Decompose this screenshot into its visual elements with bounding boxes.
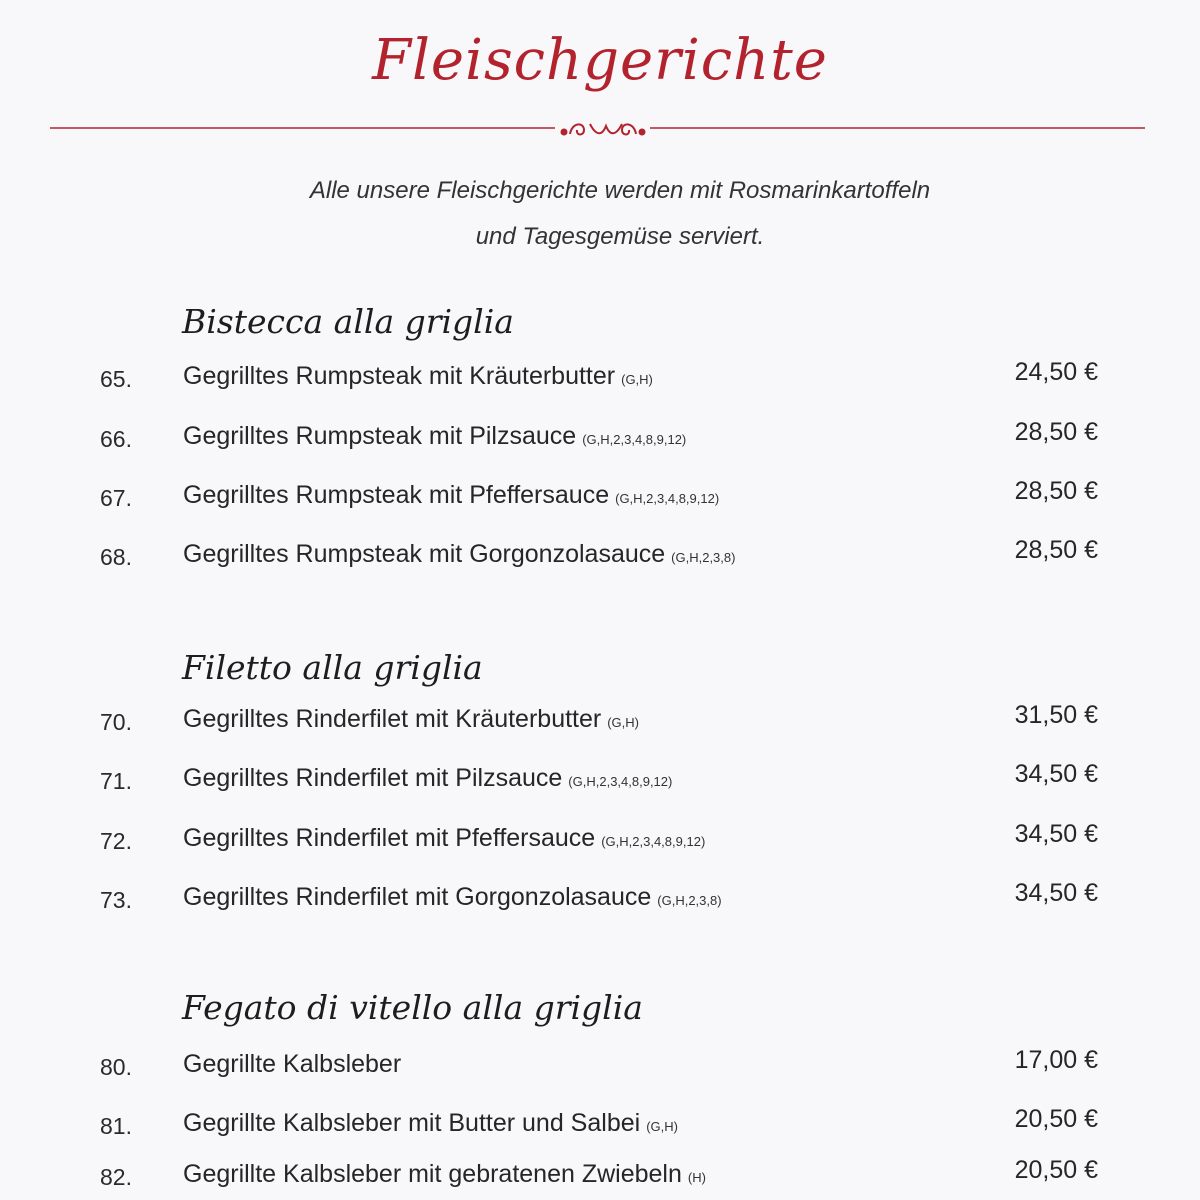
item-price: 20,50 €: [1014, 1105, 1098, 1133]
item-price: 24,50 €: [1014, 358, 1098, 386]
menu-item: [0, 760, 1200, 804]
section-title-bistecca: Bistecca alla griglia: [182, 302, 514, 341]
menu-item: [0, 1156, 1200, 1200]
item-price: 31,50 €: [1014, 701, 1098, 729]
item-number: 67.: [100, 485, 132, 511]
section-title-filetto: Filetto alla griglia: [182, 648, 483, 687]
item-name: Gegrilltes Rinderfilet mit Pilzsauce (G,H,2,3,4,8,9,12): [183, 764, 673, 792]
item-name: Gegrillte Kalbsleber mit gebratenen Zwiebeln (H): [183, 1160, 706, 1188]
item-price: 28,50 €: [1014, 536, 1098, 564]
item-price: 34,50 €: [1014, 820, 1098, 848]
item-price: 17,00 €: [1014, 1046, 1098, 1074]
item-name: Gegrilltes Rumpsteak mit Pfeffersauce (G,H,2,3,4,8,9,12): [183, 481, 720, 509]
item-number: 70.: [100, 709, 132, 735]
item-name: Gegrilltes Rinderfilet mit Pfeffersauce (G,H,2,3,4,8,9,12): [183, 824, 706, 852]
item-allergens: (G,H): [646, 1119, 678, 1134]
item-allergens: (H): [687, 1170, 706, 1185]
item-number: 68.: [100, 544, 132, 570]
item-number: 81.: [100, 1113, 132, 1139]
menu-item: [0, 879, 1200, 923]
item-number: 72.: [100, 828, 132, 854]
intro-line-2: und Tagesgemüse serviert.: [475, 223, 765, 250]
page-title: Fleischgerichte: [372, 28, 828, 93]
item-allergens: (G,H): [621, 372, 653, 387]
item-allergens: (G,H,2,3,4,8,9,12): [568, 774, 673, 789]
menu-item: [0, 358, 1200, 402]
item-allergens: (G,H,2,3,8): [657, 893, 722, 908]
menu-item: [0, 820, 1200, 864]
item-allergens: (G,H,2,3,4,8,9,12): [615, 491, 720, 506]
section-title-fegato: Fegato di vitello alla griglia: [182, 988, 643, 1027]
item-price: 34,50 €: [1014, 879, 1098, 907]
item-allergens: (G,H,2,3,4,8,9,12): [582, 432, 687, 447]
item-name: Gegrillte Kalbsleber: [183, 1050, 402, 1078]
item-name: Gegrilltes Rinderfilet mit Kräuterbutter (G,H): [183, 705, 639, 733]
item-name: Gegrilltes Rumpsteak mit Gorgonzolasauce (G,H,2,3,8): [183, 540, 736, 568]
menu-item: [0, 1105, 1200, 1149]
menu-item: [0, 1046, 1200, 1090]
item-allergens: (G,H,2,3,8): [671, 550, 736, 565]
item-allergens: (G,H,2,3,4,8,9,12): [601, 834, 706, 849]
item-number: 82.: [100, 1164, 132, 1190]
intro-line-1: Alle unsere Fleischgerichte werden mit Rosmarinkartoffeln: [309, 177, 931, 204]
item-price: 28,50 €: [1014, 418, 1098, 446]
item-number: 65.: [100, 366, 132, 392]
item-price: 28,50 €: [1014, 477, 1098, 505]
menu-item: [0, 536, 1200, 580]
item-number: 71.: [100, 768, 132, 794]
item-number: 73.: [100, 887, 132, 913]
item-price: 20,50 €: [1014, 1156, 1098, 1184]
item-allergens: (G,H): [607, 715, 639, 730]
item-name: Gegrilltes Rumpsteak mit Kräuterbutter (G,H): [183, 362, 653, 390]
item-name: Gegrilltes Rinderfilet mit Gorgonzolasauce (G,H,2,3,8): [183, 883, 722, 911]
intro-text: [0, 168, 1200, 260]
menu-item: [0, 418, 1200, 462]
menu-item: [0, 701, 1200, 745]
item-name: Gegrilltes Rumpsteak mit Pilzsauce (G,H,2,3,4,8,9,12): [183, 422, 687, 450]
item-name: Gegrillte Kalbsleber mit Butter und Salbei (G,H): [183, 1109, 678, 1137]
item-number: 66.: [100, 426, 132, 452]
item-number: 80.: [100, 1054, 132, 1080]
menu-item: [0, 477, 1200, 521]
ornamental-divider: [50, 118, 1150, 142]
item-price: 34,50 €: [1014, 760, 1098, 788]
